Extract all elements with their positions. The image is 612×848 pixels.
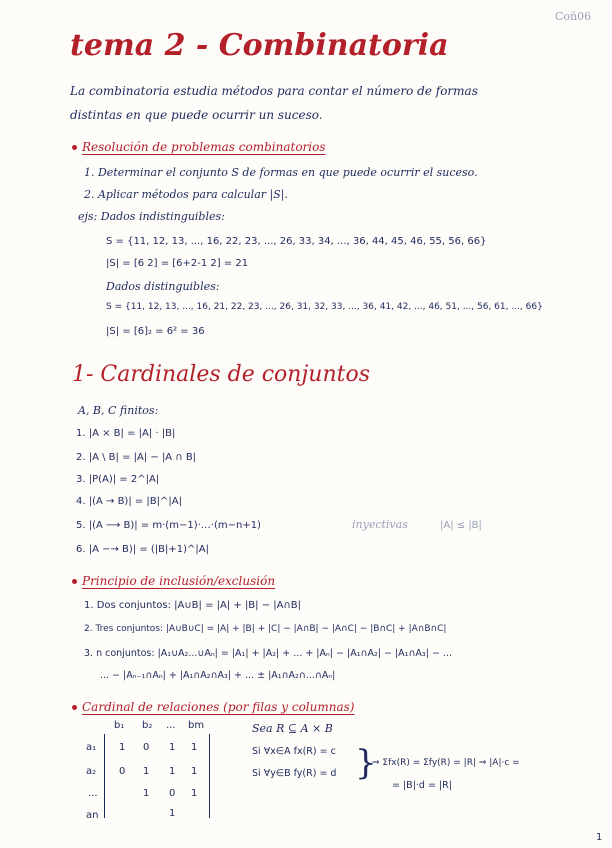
page-title: tema 2 - Combinatoria (70, 28, 449, 63)
matrix-cell: 1 (191, 788, 198, 799)
section-relations-heading (72, 700, 354, 714)
page-number: 1 (596, 832, 603, 843)
matrix-row-header: a₂ (86, 766, 97, 777)
relation-sea: Sea R ⊆ A × B (252, 722, 333, 735)
relations-heading-text: Cardinal de relaciones (por filas y columnas) (82, 700, 355, 714)
bullet-icon (72, 579, 77, 584)
cardinal-item-5: 5. |(A ⟶ B)| = m·(m−1)·…·(m−n+1) (76, 520, 261, 531)
bullet-icon (72, 145, 77, 150)
matrix-row-header: a₁ (86, 742, 97, 753)
inclusion-n-sets-line-2: ... − |Aₙ₋₁∩Aₙ| + |A₁∩A₂∩A₃| + ... ± |A₁∩A₂∩...∩Aₙ| (100, 670, 336, 681)
relation-condition-1: Si ∀x∈A fx(R) = c (252, 746, 336, 757)
relation-result-1: ⇒ Σfx(R) = Σfy(R) = |R| ⇒ |A|·c = (372, 758, 520, 768)
intro-line-1: La combinatoria estudia métodos para contar el número de formas (70, 84, 478, 98)
matrix-col-header: b₁ (114, 720, 125, 731)
cardinal-item-4: 4. |(A → B)| = |B|^|A| (76, 496, 182, 507)
section-problems-heading (72, 140, 326, 154)
matrix-col-header: b₂ (142, 720, 153, 731)
cardinal-indistinguishable: |S| = [6 2] = [6+2-1 2] = 21 (106, 258, 249, 269)
matrix-cell: 1 (119, 742, 126, 753)
matrix-cell: 1 (169, 808, 176, 819)
matrix-cell: 1 (191, 742, 198, 753)
matrix-cell: 1 (143, 766, 150, 777)
finite-sets-label: A, B, C finitos: (78, 404, 159, 417)
problems-step-2: 2. Aplicar métodos para calcular |S|. (84, 188, 288, 201)
matrix-cell: 1 (143, 788, 150, 799)
matrix-cell: 1 (169, 742, 176, 753)
matrix-col-header: bm (188, 720, 205, 731)
brace-icon: } (355, 743, 377, 783)
relation-result-2: = |B|·d = |R| (392, 780, 452, 791)
relation-matrix (104, 734, 210, 818)
inclusion-heading-text: Principio de inclusión/exclusión (82, 574, 276, 588)
matrix-cell: 1 (169, 766, 176, 777)
set-indistinguishable: S = {11, 12, 13, ..., 16, 22, 23, ..., 26, 33, 34, ..., 36, 44, 45, 46, 55, 56, 66} (106, 236, 487, 247)
inclusion-n-sets-line-1: 3. n conjuntos: |A₁∪A₂...∪Aₙ| = |A₁| + |A₂| + ... + |Aₙ| − |A₁∩A₂| − |A₁∩A₃| − ... (84, 648, 452, 659)
bullet-icon (72, 705, 77, 710)
set-distinguishable: S = {11, 12, 13, ..., 16, 21, 22, 23, ..., 26, 31, 32, 33, ..., 36, 41, 42, ..., 46, 51, ..., 56, 61, ..., 66} (106, 302, 543, 312)
cardinal-item-6: 6. |A −→ B)| = (|B|+1)^|A| (76, 544, 210, 555)
matrix-col-header: ... (166, 720, 176, 731)
header-mark: Coñ06 (555, 10, 592, 23)
section-inclusion-heading (72, 574, 275, 588)
cardinal-distinguishable: |S| = [6]₂ = 6² = 36 (106, 326, 205, 337)
distinguishable-label: Dados distinguibles: (106, 280, 220, 293)
cardinal-item-3: 3. |P(A)| = 2^|A| (76, 474, 160, 485)
matrix-cell: 0 (169, 788, 176, 799)
matrix-row-header: an (86, 810, 99, 821)
problems-step-1: 1. Determinar el conjunto S de formas en que puede ocurrir el suceso. (84, 166, 478, 179)
injective-note: inyectivas (352, 518, 408, 531)
cardinal-item-2: 2. |A \ B| = |A| − |A ∩ B| (76, 452, 197, 463)
problems-heading-text: Resolución de problemas combinatorios (82, 140, 326, 154)
example-label: ejs: Dados indistinguibles: (78, 210, 225, 223)
section-cardinals-heading: 1- Cardinales de conjuntos (72, 362, 370, 387)
inclusion-three-sets: 2. Tres conjuntos: |A∪B∪C| = |A| + |B| + |C| − |A∩B| − |A∩C| − |B∩C| + |A∩B∩C| (84, 624, 447, 634)
matrix-cell: 1 (191, 766, 198, 777)
matrix-cell: 0 (143, 742, 150, 753)
cardinal-item-1: 1. |A × B| = |A| · |B| (76, 428, 176, 439)
relation-condition-2: Si ∀y∈B fy(R) = d (252, 768, 337, 779)
injective-condition: |A| ≤ |B| (440, 520, 482, 531)
matrix-row-header: ... (88, 788, 98, 799)
inclusion-two-sets: 1. Dos conjuntos: |A∪B| = |A| + |B| − |A∩B| (84, 600, 302, 611)
matrix-cell: 0 (119, 766, 126, 777)
intro-line-2: distintas en que puede ocurrir un suceso. (70, 108, 323, 122)
